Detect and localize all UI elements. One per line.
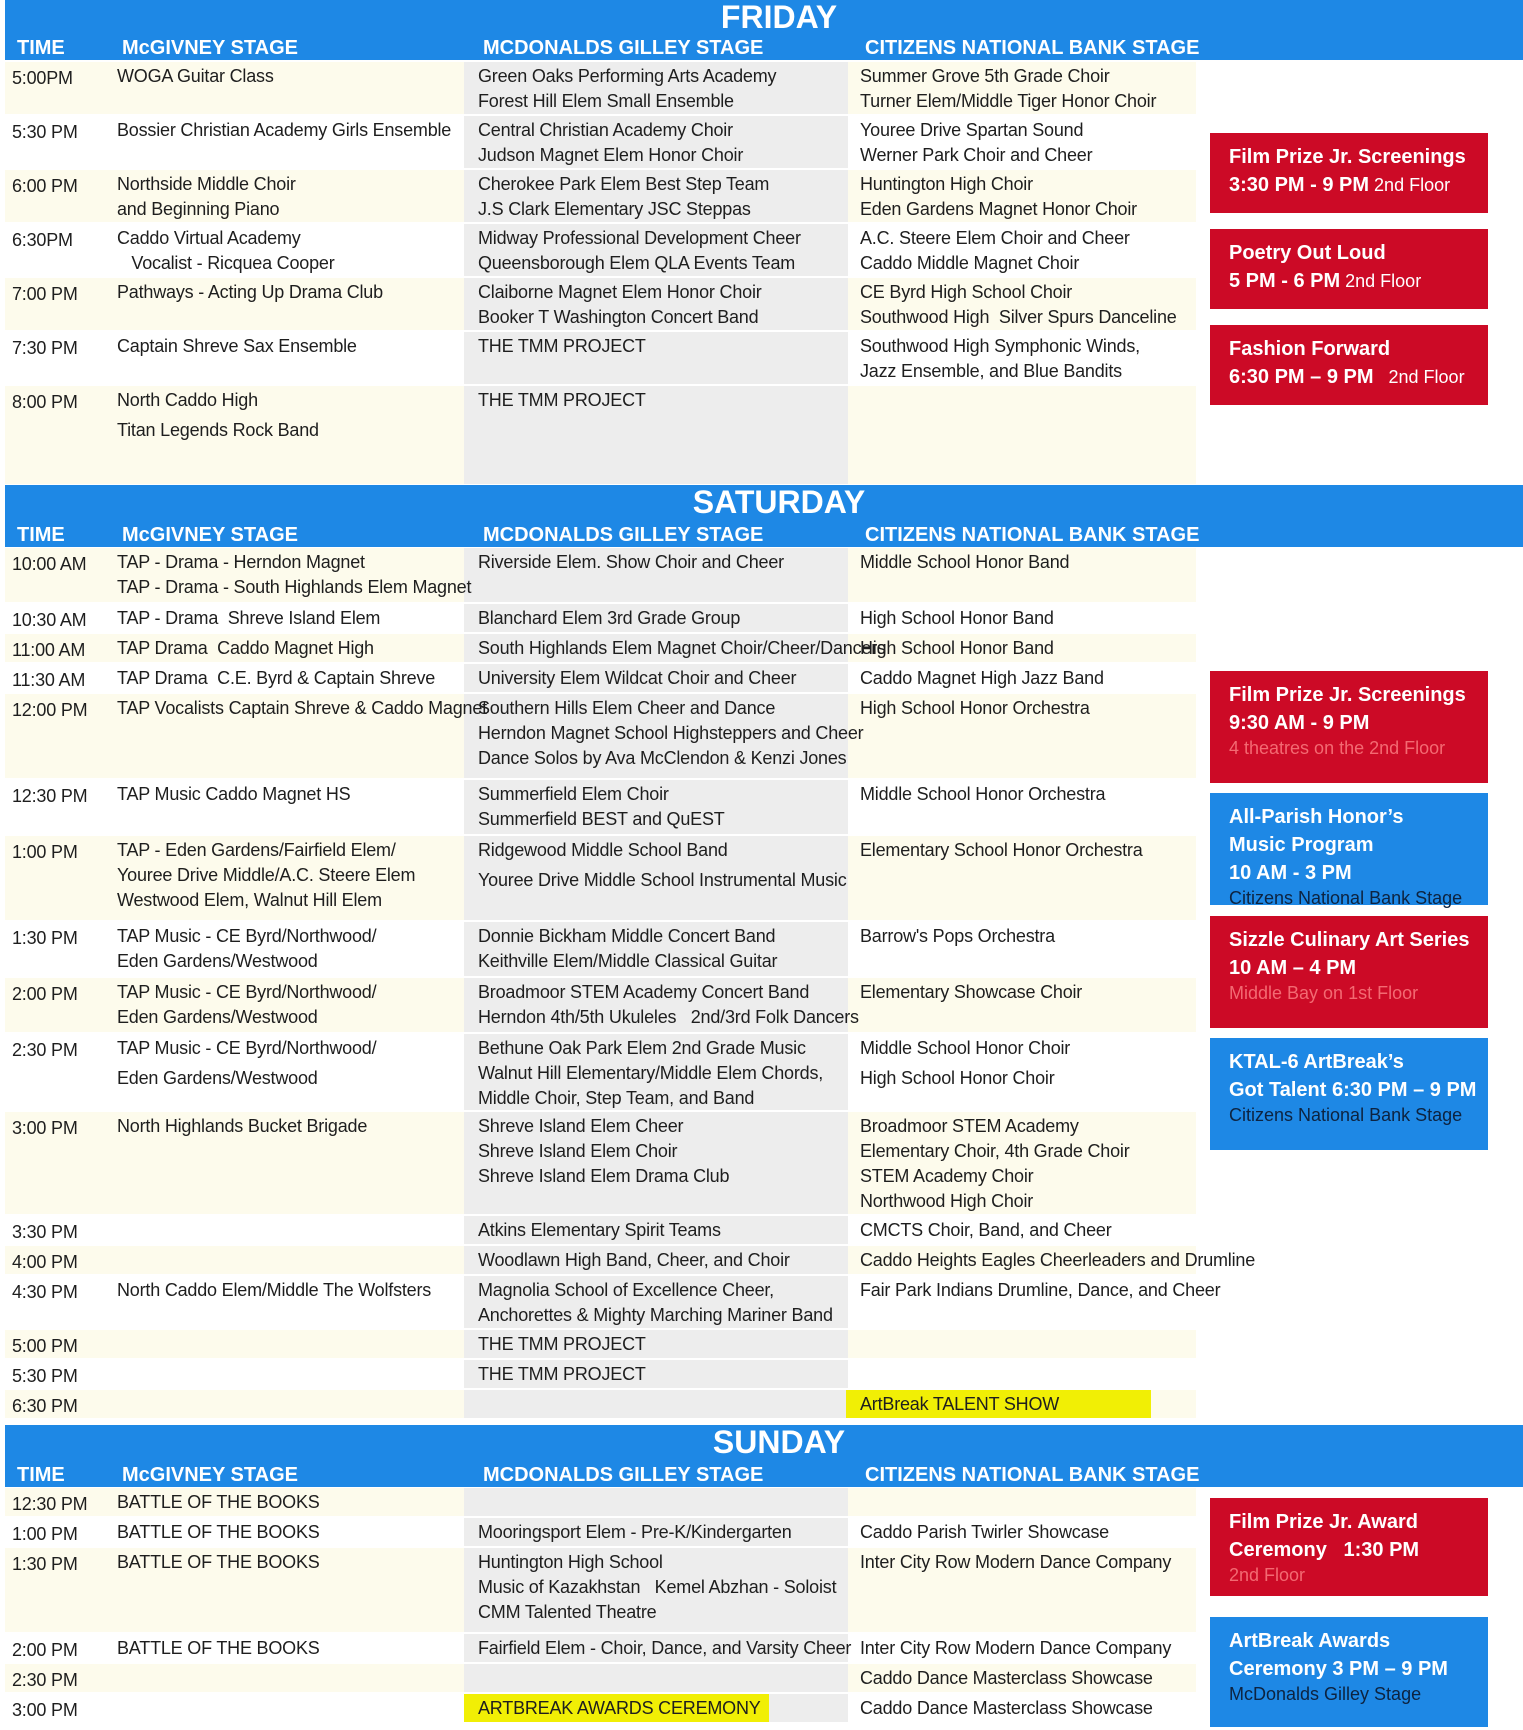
citizens-performer: STEM Academy Choir bbox=[860, 1166, 1034, 1186]
mcdonalds-performer: Shreve Island Elem Drama Club bbox=[478, 1166, 730, 1186]
mcdonalds-performer: Judson Magnet Elem Honor Choir bbox=[478, 145, 744, 165]
citizens-performer: Elementary Showcase Choir bbox=[860, 982, 1083, 1002]
citizens-performer: Elementary School Honor Orchestra bbox=[860, 840, 1143, 860]
mcgivney-performer: TAP Music - CE Byrd/Northwood/ bbox=[117, 926, 377, 946]
citizens-performer: Caddo Magnet High Jazz Band bbox=[860, 668, 1104, 688]
citizens-performer: Barrow's Pops Orchestra bbox=[860, 926, 1055, 946]
mcdonalds-performer: Herndon 4th/5th Ukuleles 2nd/3rd Folk Dancers bbox=[478, 1007, 859, 1027]
mcgivney-performer: Vocalist - Ricquea Cooper bbox=[117, 253, 335, 273]
friday-col-mcgivney: McGIVNEY STAGE bbox=[122, 37, 298, 59]
mcdonalds-performer: Summerfield Elem Choir bbox=[478, 784, 669, 804]
event-title: 6:30 PM – 9 PM 2nd Floor bbox=[1229, 366, 1465, 388]
time-slot: 11:30 AM bbox=[12, 670, 86, 690]
mcdonalds-performer: Anchorettes & Mighty Marching Mariner Band bbox=[478, 1305, 833, 1325]
friday-col-time: TIME bbox=[17, 37, 65, 59]
mcgivney-performer: Northside Middle Choir bbox=[117, 174, 296, 194]
mcgivney-performer: Eden Gardens/Westwood bbox=[117, 1068, 318, 1088]
time-slot: 1:30 PM bbox=[12, 928, 78, 948]
time-slot: 2:30 PM bbox=[12, 1670, 78, 1690]
event-title: Film Prize Jr. Screenings bbox=[1229, 146, 1466, 168]
mcgivney-performer: BATTLE OF THE BOOKS bbox=[117, 1638, 320, 1658]
time-slot: 2:00 PM bbox=[12, 984, 78, 1004]
sunday-col-mcdonalds: MCDONALDS GILLEY STAGE bbox=[483, 1464, 764, 1486]
citizens-performer: Middle School Honor Choir bbox=[860, 1038, 1071, 1058]
time-slot: 10:00 AM bbox=[12, 554, 87, 574]
event-title: 5 PM - 6 PM 2nd Floor bbox=[1229, 270, 1422, 292]
mcgivney-performer: BATTLE OF THE BOOKS bbox=[117, 1492, 320, 1512]
mcgivney-performer: Captain Shreve Sax Ensemble bbox=[117, 336, 357, 356]
event-title: Sizzle Culinary Art Series bbox=[1229, 929, 1470, 951]
time-slot: 6:00 PM bbox=[12, 176, 78, 196]
citizens-performer: Middle School Honor Band bbox=[860, 552, 1070, 572]
event-box bbox=[1210, 1038, 1488, 1150]
mcdonalds-performer: Walnut Hill Elementary/Middle Elem Chords, bbox=[478, 1063, 824, 1083]
mcgivney-performer: TAP - Drama Shreve Island Elem bbox=[117, 608, 381, 628]
mcdonalds-performer: CMM Talented Theatre bbox=[478, 1602, 657, 1622]
event-title: Ceremony 3 PM – 9 PM bbox=[1229, 1658, 1448, 1680]
mcdonalds-performer: University Elem Wildcat Choir and Cheer bbox=[478, 668, 797, 688]
citizens-performer: Caddo Middle Magnet Choir bbox=[860, 253, 1080, 273]
event-title: Film Prize Jr. Screenings bbox=[1229, 684, 1466, 706]
citizens-performer: Inter City Row Modern Dance Company bbox=[860, 1552, 1172, 1572]
mcgivney-performer: Westwood Elem, Walnut Hill Elem bbox=[117, 890, 382, 910]
friday-col-citizens: CITIZENS NATIONAL BANK STAGE bbox=[865, 37, 1200, 59]
row-band bbox=[848, 386, 1196, 484]
time-slot: 4:30 PM bbox=[12, 1282, 78, 1302]
row-band bbox=[848, 1330, 1196, 1358]
mcgivney-performer: TAP Music Caddo Magnet HS bbox=[117, 784, 351, 804]
citizens-performer: Youree Drive Spartan Sound bbox=[860, 120, 1084, 140]
mcdonalds-performer: THE TMM PROJECT bbox=[478, 390, 646, 410]
time-slot: 6:30PM bbox=[12, 230, 73, 250]
citizens-performer: ArtBreak TALENT SHOW bbox=[860, 1394, 1060, 1414]
time-slot: 3:00 PM bbox=[12, 1118, 78, 1138]
time-slot: 12:30 PM bbox=[12, 1494, 88, 1514]
row-band bbox=[464, 1664, 848, 1692]
event-location: 2nd Floor bbox=[1340, 271, 1422, 291]
event-box bbox=[1210, 916, 1488, 1028]
time-slot: 3:00 PM bbox=[12, 1700, 78, 1720]
mcgivney-performer: TAP - Drama - Herndon Magnet bbox=[117, 552, 365, 572]
mcdonalds-performer: Woodlawn High Band, Cheer, and Choir bbox=[478, 1250, 790, 1270]
time-slot: 3:30 PM bbox=[12, 1222, 78, 1242]
citizens-performer: Northwood High Choir bbox=[860, 1191, 1034, 1211]
event-title: 9:30 AM - 9 PM bbox=[1229, 712, 1370, 734]
mcdonalds-performer: Keithville Elem/Middle Classical Guitar bbox=[478, 951, 778, 971]
mcgivney-performer: Pathways - Acting Up Drama Club bbox=[117, 282, 383, 302]
event-title: Fashion Forward bbox=[1229, 338, 1391, 360]
mcgivney-performer: TAP Music - CE Byrd/Northwood/ bbox=[117, 1038, 377, 1058]
mcdonalds-performer: Forest Hill Elem Small Ensemble bbox=[478, 91, 734, 111]
event-box bbox=[1210, 793, 1488, 908]
mcgivney-performer: Eden Gardens/Westwood bbox=[117, 1007, 318, 1027]
mcgivney-performer: WOGA Guitar Class bbox=[117, 66, 274, 86]
mcgivney-performer: BATTLE OF THE BOOKS bbox=[117, 1522, 320, 1542]
mcdonalds-performer: Midway Professional Development Cheer bbox=[478, 228, 801, 248]
time-slot: 7:30 PM bbox=[12, 338, 78, 358]
event-title: 10 AM – 4 PM bbox=[1229, 957, 1357, 979]
time-slot: 11:00 AM bbox=[12, 640, 86, 660]
sunday-title: SUNDAY bbox=[712, 1424, 846, 1460]
mcdonalds-performer: South Highlands Elem Magnet Choir/Cheer/Dancers bbox=[478, 638, 886, 658]
saturday-col-time: TIME bbox=[17, 524, 65, 546]
event-box bbox=[1210, 325, 1488, 405]
citizens-performer: CE Byrd High School Choir bbox=[860, 282, 1073, 302]
citizens-performer: Southwood High Symphonic Winds, bbox=[860, 336, 1140, 356]
mcdonalds-performer: Bethune Oak Park Elem 2nd Grade Music bbox=[478, 1038, 806, 1058]
mcdonalds-performer: Blanchard Elem 3rd Grade Group bbox=[478, 608, 741, 628]
mcdonalds-performer: Queensborough Elem QLA Events Team bbox=[478, 253, 796, 273]
citizens-performer: Caddo Heights Eagles Cheerleaders and Drumline bbox=[860, 1250, 1256, 1270]
event-title: KTAL-6 ArtBreak’s bbox=[1229, 1051, 1404, 1073]
mcdonalds-performer: Cherokee Park Elem Best Step Team bbox=[478, 174, 770, 194]
mcgivney-performer: North Caddo Elem/Middle The Wolfsters bbox=[117, 1280, 432, 1300]
sunday-col-mcgivney: McGIVNEY STAGE bbox=[122, 1464, 298, 1486]
time-slot: 12:30 PM bbox=[12, 786, 88, 806]
mcgivney-performer: Youree Drive Middle/A.C. Steere Elem bbox=[117, 865, 416, 885]
event-title: All-Parish Honor’s bbox=[1229, 806, 1404, 828]
friday-col-mcdonalds: MCDONALDS GILLEY STAGE bbox=[483, 37, 764, 59]
time-slot: 5:00PM bbox=[12, 68, 73, 88]
event-title: Film Prize Jr. Award bbox=[1229, 1511, 1418, 1533]
mcdonalds-performer: THE TMM PROJECT bbox=[478, 336, 646, 356]
time-slot: 12:00 PM bbox=[12, 700, 88, 720]
time-slot: 1:30 PM bbox=[12, 1554, 78, 1574]
citizens-performer: Eden Gardens Magnet Honor Choir bbox=[860, 199, 1137, 219]
event-location: 2nd Floor bbox=[1369, 175, 1451, 195]
mcdonalds-performer: Claiborne Magnet Elem Honor Choir bbox=[478, 282, 762, 302]
citizens-performer: High School Honor Orchestra bbox=[860, 698, 1090, 718]
citizens-performer: Caddo Dance Masterclass Showcase bbox=[860, 1698, 1153, 1718]
mcdonalds-performer: Riverside Elem. Show Choir and Cheer bbox=[478, 552, 784, 572]
citizens-performer: A.C. Steere Elem Choir and Cheer bbox=[860, 228, 1130, 248]
mcdonalds-performer: THE TMM PROJECT bbox=[478, 1364, 646, 1384]
time-slot: 4:00 PM bbox=[12, 1252, 78, 1272]
mcdonalds-performer: Shreve Island Elem Choir bbox=[478, 1141, 678, 1161]
mcgivney-performer: Bossier Christian Academy Girls Ensemble bbox=[117, 120, 452, 140]
mcgivney-performer: BATTLE OF THE BOOKS bbox=[117, 1552, 320, 1572]
event-title: 3:30 PM - 9 PM 2nd Floor bbox=[1229, 174, 1451, 196]
mcgivney-performer: TAP - Drama - South Highlands Elem Magnet bbox=[117, 577, 472, 597]
citizens-performer: High School Honor Choir bbox=[860, 1068, 1055, 1088]
event-location: Citizens National Bank Stage bbox=[1229, 1105, 1463, 1125]
sunday-col-time: TIME bbox=[17, 1464, 65, 1486]
mcgivney-performer: and Beginning Piano bbox=[117, 199, 280, 219]
mcgivney-performer: TAP - Eden Gardens/Fairfield Elem/ bbox=[117, 840, 396, 860]
event-location: 2nd Floor bbox=[1373, 367, 1465, 387]
citizens-performer: Middle School Honor Orchestra bbox=[860, 784, 1106, 804]
citizens-performer: Broadmoor STEM Academy bbox=[860, 1116, 1079, 1136]
friday-title: FRIDAY bbox=[720, 0, 838, 35]
mcgivney-performer: North Highlands Bucket Brigade bbox=[117, 1116, 368, 1136]
citizens-performer: High School Honor Band bbox=[860, 638, 1054, 658]
citizens-performer: Turner Elem/Middle Tiger Honor Choir bbox=[860, 91, 1157, 111]
event-location: 2nd Floor bbox=[1229, 1565, 1306, 1585]
mcdonalds-performer: Donnie Bickham Middle Concert Band bbox=[478, 926, 776, 946]
citizens-performer: Elementary Choir, 4th Grade Choir bbox=[860, 1141, 1130, 1161]
mcgivney-performer: Eden Gardens/Westwood bbox=[117, 951, 318, 971]
mcdonalds-performer: Music of Kazakhstan Kemel Abzhan - Soloist bbox=[478, 1577, 837, 1597]
mcdonalds-performer: Summerfield BEST and QuEST bbox=[478, 809, 725, 829]
time-slot: 2:30 PM bbox=[12, 1040, 78, 1060]
citizens-performer: CMCTS Choir, Band, and Cheer bbox=[860, 1220, 1112, 1240]
time-slot: 8:00 PM bbox=[12, 392, 78, 412]
mcdonalds-performer: Dance Solos by Ava McClendon & Kenzi Jones bbox=[478, 748, 847, 768]
row-band bbox=[464, 1488, 848, 1516]
mcdonalds-performer: ARTBREAK AWARDS CEREMONY bbox=[478, 1698, 761, 1718]
citizens-performer: Jazz Ensemble, and Blue Bandits bbox=[860, 361, 1122, 381]
mcdonalds-performer: Fairfield Elem - Choir, Dance, and Varsity Cheer bbox=[478, 1638, 852, 1658]
event-location: McDonalds Gilley Stage bbox=[1229, 1684, 1422, 1704]
time-slot: 7:00 PM bbox=[12, 284, 78, 304]
time-slot: 1:00 PM bbox=[12, 1524, 78, 1544]
citizens-performer: Caddo Parish Twirler Showcase bbox=[860, 1522, 1109, 1542]
event-box bbox=[1210, 133, 1488, 213]
saturday-header-bar bbox=[5, 485, 1523, 547]
event-location: Citizens National Bank Stage bbox=[1229, 888, 1463, 908]
time-slot: 1:00 PM bbox=[12, 842, 78, 862]
event-title: Got Talent 6:30 PM – 9 PM bbox=[1229, 1079, 1477, 1101]
citizens-performer: Huntington High Choir bbox=[860, 174, 1033, 194]
mcgivney-performer: North Caddo High bbox=[117, 390, 258, 410]
friday-header-bar bbox=[5, 0, 1523, 60]
mcdonalds-performer: Booker T Washington Concert Band bbox=[478, 307, 759, 327]
mcgivney-performer: Titan Legends Rock Band bbox=[117, 420, 319, 440]
mcdonalds-performer: Southern Hills Elem Cheer and Dance bbox=[478, 698, 776, 718]
event-title: Ceremony 1:30 PM bbox=[1229, 1539, 1420, 1561]
event-title: Music Program bbox=[1229, 834, 1374, 856]
citizens-performer: Summer Grove 5th Grade Choir bbox=[860, 66, 1110, 86]
sunday-header-bar bbox=[5, 1425, 1523, 1487]
citizens-performer: Werner Park Choir and Cheer bbox=[860, 145, 1093, 165]
event-location: 4 theatres on the 2nd Floor bbox=[1229, 738, 1446, 758]
citizens-performer: Caddo Dance Masterclass Showcase bbox=[860, 1668, 1153, 1688]
mcgivney-performer: Caddo Virtual Academy bbox=[117, 228, 301, 248]
row-band bbox=[848, 1488, 1196, 1516]
event-location: Middle Bay on 1st Floor bbox=[1229, 983, 1419, 1003]
mcdonalds-performer: Middle Choir, Step Team, and Band bbox=[478, 1088, 755, 1108]
mcdonalds-performer: Broadmoor STEM Academy Concert Band bbox=[478, 982, 810, 1002]
mcdonalds-performer: Youree Drive Middle School Instrumental Music bbox=[478, 870, 847, 890]
time-slot: 2:00 PM bbox=[12, 1640, 78, 1660]
mcdonalds-performer: Herndon Magnet School Highsteppers and Cheer bbox=[478, 723, 864, 743]
time-slot: 5:00 PM bbox=[12, 1336, 78, 1356]
citizens-performer: Southwood High Silver Spurs Danceline bbox=[860, 307, 1177, 327]
mcgivney-performer: TAP Drama Caddo Magnet High bbox=[117, 638, 374, 658]
event-box bbox=[1210, 1617, 1488, 1727]
mcdonalds-performer: Central Christian Academy Choir bbox=[478, 120, 733, 140]
time-slot: 10:30 AM bbox=[12, 610, 87, 630]
mcdonalds-performer: Ridgewood Middle School Band bbox=[478, 840, 728, 860]
mcdonalds-performer: THE TMM PROJECT bbox=[478, 1334, 646, 1354]
saturday-col-mcgivney: McGIVNEY STAGE bbox=[122, 524, 298, 546]
mcdonalds-performer: Huntington High School bbox=[478, 1552, 663, 1572]
mcdonalds-performer: Mooringsport Elem - Pre-K/Kindergarten bbox=[478, 1522, 792, 1542]
saturday-col-mcdonalds: MCDONALDS GILLEY STAGE bbox=[483, 524, 764, 546]
mcdonalds-performer: Atkins Elementary Spirit Teams bbox=[478, 1220, 721, 1240]
mcdonalds-performer: Magnolia School of Excellence Cheer, bbox=[478, 1280, 774, 1300]
row-band bbox=[464, 1390, 848, 1418]
mcdonalds-performer: Shreve Island Elem Cheer bbox=[478, 1116, 684, 1136]
mcdonalds-performer: J.S Clark Elementary JSC Steppas bbox=[478, 199, 751, 219]
event-box bbox=[1210, 229, 1488, 309]
mcgivney-performer: TAP Drama C.E. Byrd & Captain Shreve bbox=[117, 668, 436, 688]
saturday-col-citizens: CITIZENS NATIONAL BANK STAGE bbox=[865, 524, 1200, 546]
event-title: Poetry Out Loud bbox=[1229, 242, 1386, 264]
event-box bbox=[1210, 1498, 1488, 1596]
event-title: ArtBreak Awards bbox=[1229, 1630, 1391, 1652]
citizens-performer: Inter City Row Modern Dance Company bbox=[860, 1638, 1172, 1658]
citizens-performer: Fair Park Indians Drumline, Dance, and Cheer bbox=[860, 1280, 1221, 1300]
time-slot: 6:30 PM bbox=[12, 1396, 78, 1416]
mcgivney-performer: TAP Music - CE Byrd/Northwood/ bbox=[117, 982, 377, 1002]
event-box bbox=[1210, 671, 1488, 783]
time-slot: 5:30 PM bbox=[12, 1366, 78, 1386]
mcgivney-performer: TAP Vocalists Captain Shreve & Caddo Magnet bbox=[117, 698, 487, 718]
sunday-col-citizens: CITIZENS NATIONAL BANK STAGE bbox=[865, 1464, 1200, 1486]
event-title: 10 AM - 3 PM bbox=[1229, 862, 1352, 884]
citizens-performer: High School Honor Band bbox=[860, 608, 1054, 628]
time-slot: 5:30 PM bbox=[12, 122, 78, 142]
mcdonalds-performer: Green Oaks Performing Arts Academy bbox=[478, 66, 777, 86]
saturday-title: SATURDAY bbox=[692, 484, 866, 520]
